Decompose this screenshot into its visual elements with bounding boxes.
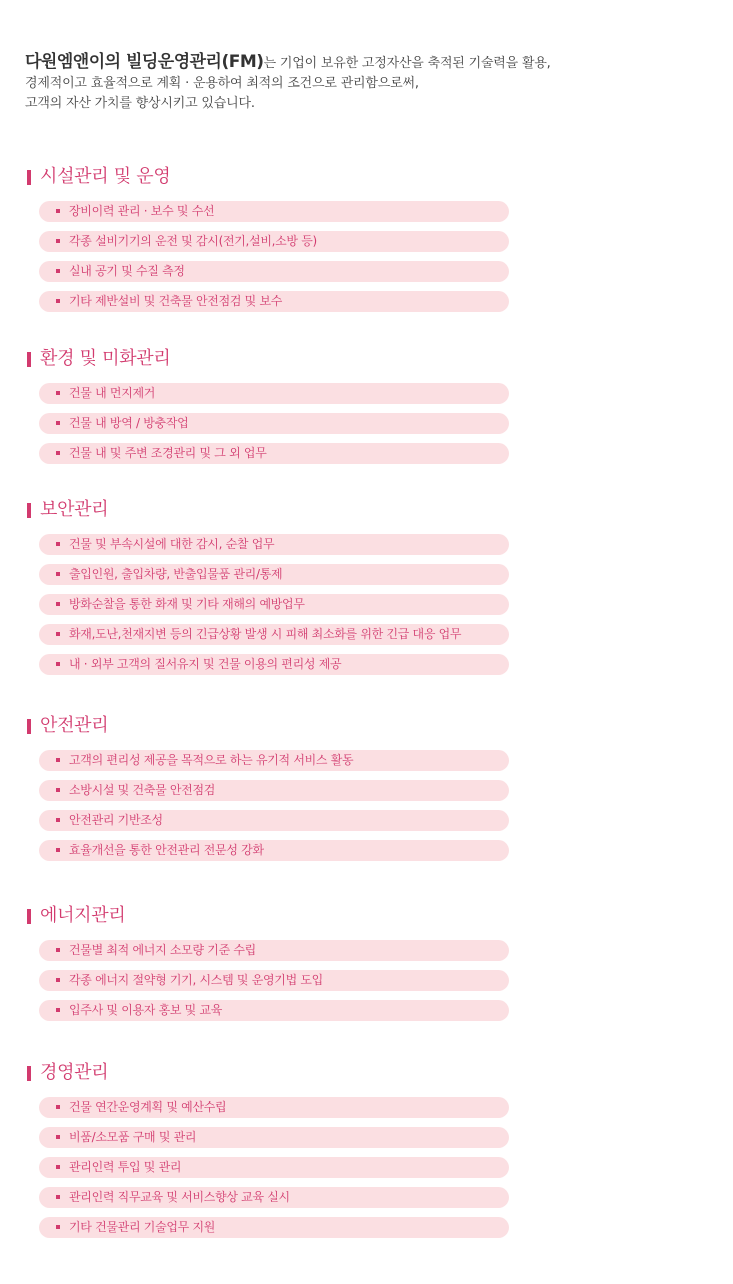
intro-text <box>25 52 715 114</box>
square-bullet-icon <box>56 632 60 636</box>
section-title: 보안관리 <box>40 499 109 520</box>
intro-line-3: 고객의 자산 가치를 향상시키고 있습니다. <box>25 96 255 111</box>
square-bullet-icon <box>56 391 60 395</box>
square-bullet-icon <box>56 542 60 546</box>
section-header <box>0 904 733 930</box>
list-item <box>39 1187 509 1208</box>
list-item <box>39 231 509 252</box>
list-item <box>39 810 509 831</box>
list-item-text: 소방시설 및 건축물 안전점검 <box>69 783 216 797</box>
list-item-text: 내 · 외부 고객의 질서유지 및 건물 이용의 편리성 제공 <box>69 657 342 671</box>
list-item-text: 기타 제반설비 및 건축물 안전점검 및 보수 <box>69 294 283 308</box>
list-item <box>39 840 509 861</box>
list-item-text: 비품/소모품 구매 및 관리 <box>69 1130 197 1144</box>
section-header <box>0 498 733 524</box>
list-item <box>39 594 509 615</box>
list-item-text: 입주사 및 이용자 홍보 및 교육 <box>69 1003 223 1017</box>
list-item-text: 효율개선을 통한 안전관리 전문성 강화 <box>69 843 264 857</box>
section-header <box>0 347 733 373</box>
section-bar-icon <box>27 1066 31 1081</box>
section-item-list <box>0 940 733 1021</box>
intro-company-name: 다원엠앤이의 빌딩운영관리(FM) <box>25 52 264 72</box>
square-bullet-icon <box>56 1195 60 1199</box>
list-item-text: 실내 공기 및 수질 측정 <box>69 264 185 278</box>
list-item-text: 건물 내 방역 / 방충작업 <box>69 416 189 430</box>
square-bullet-icon <box>56 1105 60 1109</box>
section-bar-icon <box>27 909 31 924</box>
list-item <box>39 201 509 222</box>
list-item <box>39 291 509 312</box>
section-header <box>0 165 733 191</box>
list-item-text: 건물 내 및 주변 조경관리 및 그 외 업무 <box>69 446 267 460</box>
list-item <box>39 383 509 404</box>
square-bullet-icon <box>56 1225 60 1229</box>
square-bullet-icon <box>56 451 60 455</box>
section-bar-icon <box>27 503 31 518</box>
square-bullet-icon <box>56 602 60 606</box>
section-business-management <box>0 1061 733 1247</box>
list-item-text: 장비이력 관리 · 보수 및 수선 <box>69 204 215 218</box>
list-item <box>39 624 509 645</box>
square-bullet-icon <box>56 758 60 762</box>
square-bullet-icon <box>56 572 60 576</box>
list-item-text: 출입인원, 출입차량, 반출입물품 관리/통제 <box>69 567 283 581</box>
list-item <box>39 534 509 555</box>
list-item <box>39 1000 509 1021</box>
list-item-text: 방화순찰을 통한 화재 및 기타 재해의 예방업무 <box>69 597 305 611</box>
square-bullet-icon <box>56 978 60 982</box>
list-item <box>39 1127 509 1148</box>
section-header <box>0 714 733 740</box>
list-item-text: 건물 내 먼지제거 <box>69 386 156 400</box>
intro-line-2: 경제적이고 효율적으로 계획 · 운용하여 최적의 조건으로 관리함으로써, <box>25 76 419 91</box>
list-item-text: 화재,도난,천재지변 등의 긴급상황 발생 시 피해 최소화를 위한 긴급 대응 업무 <box>69 627 462 641</box>
square-bullet-icon <box>56 239 60 243</box>
list-item-text: 각종 에너지 절약형 기기, 시스템 및 운영기법 도입 <box>69 973 323 987</box>
list-item <box>39 443 509 464</box>
section-bar-icon <box>27 719 31 734</box>
square-bullet-icon <box>56 818 60 822</box>
square-bullet-icon <box>56 848 60 852</box>
square-bullet-icon <box>56 1008 60 1012</box>
intro-line-1-rest: 는 기업이 보유한 고정자산을 축적된 기술력을 활용, <box>263 56 551 71</box>
section-item-list <box>0 1097 733 1238</box>
square-bullet-icon <box>56 269 60 273</box>
section-facility-management <box>0 165 733 321</box>
section-energy <box>0 904 733 1030</box>
list-item-text: 관리인력 투입 및 관리 <box>69 1160 182 1174</box>
list-item <box>39 413 509 434</box>
square-bullet-icon <box>56 662 60 666</box>
section-item-list <box>0 201 733 312</box>
section-title: 에너지관리 <box>40 905 126 926</box>
list-item <box>39 940 509 961</box>
section-title: 환경 및 미화관리 <box>40 348 171 369</box>
section-item-list <box>0 750 733 861</box>
section-title: 안전관리 <box>40 715 109 736</box>
list-item-text: 건물 연간운영계획 및 예산수립 <box>69 1100 227 1114</box>
list-item <box>39 564 509 585</box>
list-item-text: 고객의 편리성 제공을 목적으로 하는 유기적 서비스 활동 <box>69 753 354 767</box>
list-item <box>39 780 509 801</box>
section-environment-cleaning <box>0 347 733 473</box>
list-item-text: 관리인력 직무교육 및 서비스향상 교육 실시 <box>69 1190 290 1204</box>
section-title: 시설관리 및 운영 <box>40 166 171 187</box>
list-item <box>39 750 509 771</box>
list-item-text: 안전관리 기반조성 <box>69 813 163 827</box>
square-bullet-icon <box>56 1165 60 1169</box>
square-bullet-icon <box>56 948 60 952</box>
list-item-text: 기타 건물관리 기술업무 지원 <box>69 1220 216 1234</box>
list-item <box>39 261 509 282</box>
list-item <box>39 1157 509 1178</box>
section-bar-icon <box>27 170 31 185</box>
square-bullet-icon <box>56 1135 60 1139</box>
list-item-text: 건물별 최적 에너지 소모량 기준 수립 <box>69 943 256 957</box>
section-item-list <box>0 534 733 675</box>
square-bullet-icon <box>56 788 60 792</box>
square-bullet-icon <box>56 299 60 303</box>
list-item <box>39 1097 509 1118</box>
section-bar-icon <box>27 352 31 367</box>
square-bullet-icon <box>56 421 60 425</box>
section-safety <box>0 714 733 870</box>
list-item <box>39 654 509 675</box>
list-item <box>39 1217 509 1238</box>
intro-line-1 <box>25 52 715 74</box>
square-bullet-icon <box>56 209 60 213</box>
section-item-list <box>0 383 733 464</box>
list-item-text: 각종 설비기기의 운전 및 감시(전기,설비,소방 등) <box>69 234 317 248</box>
section-title: 경영관리 <box>40 1062 109 1083</box>
list-item-text: 건물 및 부속시설에 대한 감시, 순찰 업무 <box>69 537 275 551</box>
section-security <box>0 498 733 684</box>
list-item <box>39 970 509 991</box>
section-header <box>0 1061 733 1087</box>
